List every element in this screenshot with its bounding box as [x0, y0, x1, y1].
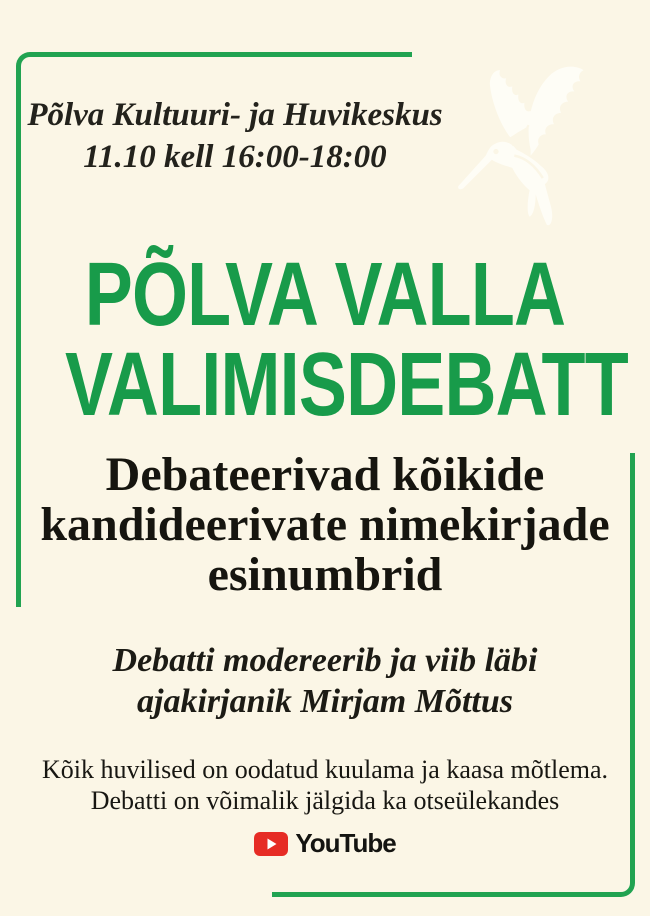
- event-datetime: 11.10 kell 16:00-18:00: [83, 139, 387, 176]
- venue-name: Põlva Kultuuri- ja Huvikeskus: [27, 97, 443, 133]
- audience-invitation-line1: Kõik huvilised on oodatud kuulama ja kaasa mõtlema.: [41, 755, 609, 784]
- audience-invitation-line2: Debatti on võimalik jälgida ka otseülekandes: [90, 786, 560, 816]
- hummingbird-icon: [448, 64, 603, 232]
- poster-title: [0, 245, 650, 435]
- debate-description-line1: Debateerivad kõikide: [105, 448, 545, 501]
- youtube-label: YouTube: [295, 828, 396, 858]
- debate-description-line3: esinumbrid: [207, 547, 443, 601]
- moderator-info-line2: ajakirjanik Mirjam Mõttus: [137, 683, 513, 721]
- youtube-badge: [0, 828, 650, 859]
- poster-title-line1: PÕLVA VALLA: [84, 245, 566, 345]
- moderator-info-line1: Debatti modereerib ja viib läbi: [112, 642, 538, 679]
- moderator-info: [75, 640, 575, 723]
- debate-description-line2: kandideerivate nimekirjade: [40, 497, 610, 551]
- venue-and-date: [20, 94, 450, 178]
- audience-invitation: [10, 754, 640, 816]
- youtube-play-icon: [254, 832, 288, 856]
- debate-description: [25, 450, 625, 600]
- poster-title-line2: VALIMISDEBATT: [65, 335, 628, 435]
